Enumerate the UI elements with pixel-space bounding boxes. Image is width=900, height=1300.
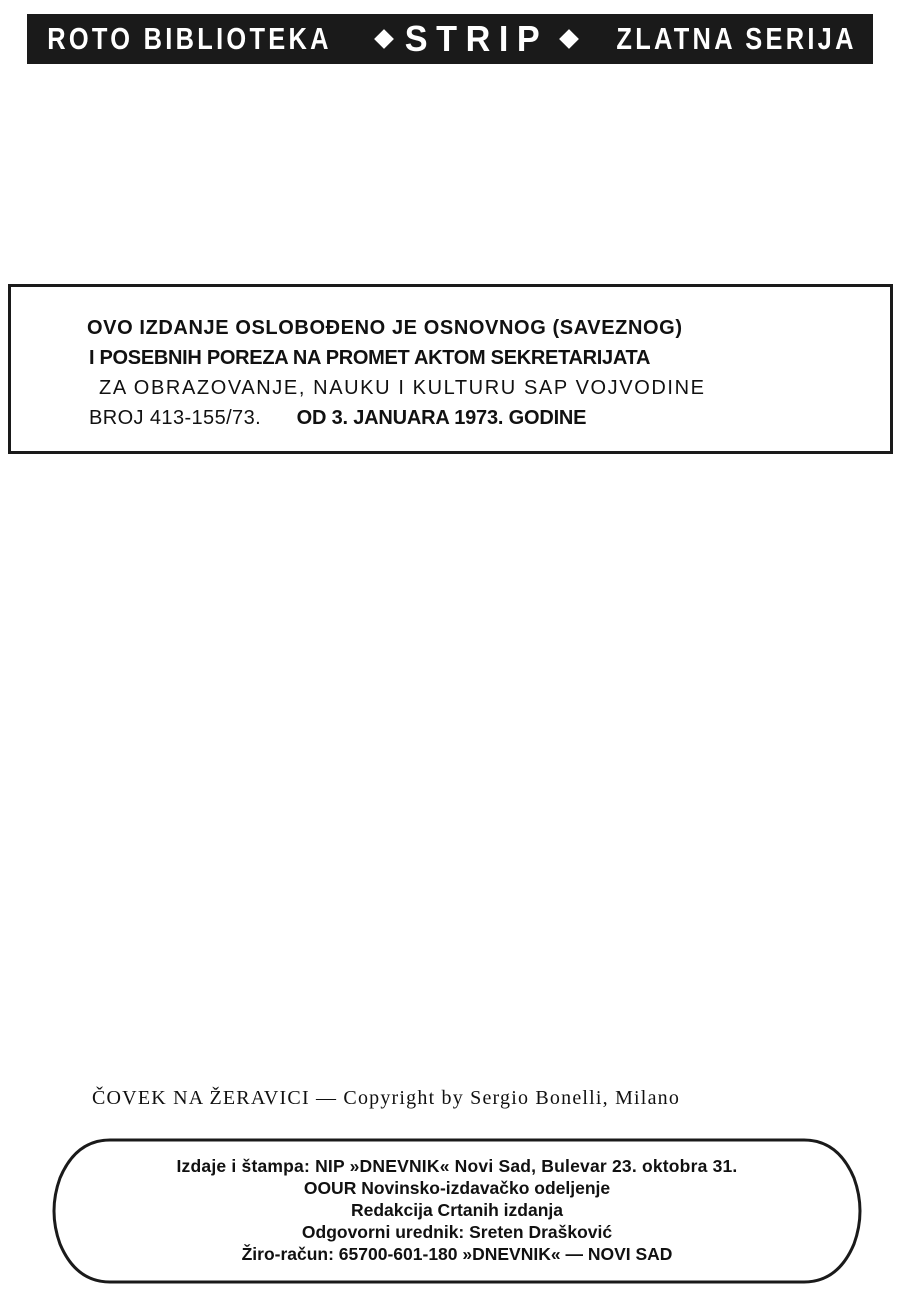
imprint-editorial: Redakcija Crtanih izdanja xyxy=(350,1200,563,1220)
notice-date: OD 3. JANUARA 1973. GODINE xyxy=(296,407,587,429)
tax-exemption-notice xyxy=(8,284,893,454)
imprint-account: Žiro-račun: 65700-601-180 »DNEVNIK« — NOVI SAD xyxy=(241,1244,673,1264)
imprint-editor: Odgovorni urednik: Sreten Drašković xyxy=(301,1222,613,1242)
series-banner xyxy=(27,14,873,64)
imprint-department: OOUR Novinsko-izdavačko odeljenje xyxy=(303,1178,611,1198)
banner-strip-text: STRIP xyxy=(405,18,549,59)
banner-right-text: ZLATNA SERIJA xyxy=(616,21,858,56)
diamond-icon xyxy=(560,29,580,49)
diamond-icon xyxy=(375,29,395,49)
banner-left-text: ROTO BIBLIOTEKA xyxy=(47,21,333,56)
notice-line-2: I POSEBNIH POREZA NA PROMET AKTOM SEKRETARIJATA xyxy=(89,347,651,369)
notice-line-1: OVO IZDANJE OSLOBOĐENO JE OSNOVNOG (SAVEZNOG) xyxy=(87,317,683,339)
imprint-publisher: Izdaje i štampa: NIP »DNEVNIK« Novi Sad, Bulevar 23. oktobra 31. xyxy=(176,1156,738,1176)
notice-line-3: ZA OBRAZOVANJE, NAUKU I KULTURU SAP VOJVODINE xyxy=(99,377,706,399)
copyright-line: ČOVEK NA ŽERAVICI — Copyright by Sergio Bonelli, Milano xyxy=(92,1087,681,1109)
notice-line-4 xyxy=(89,403,890,433)
publisher-imprint xyxy=(48,1138,866,1284)
notice-reference-number: BROJ 413-155/73. xyxy=(89,407,262,429)
